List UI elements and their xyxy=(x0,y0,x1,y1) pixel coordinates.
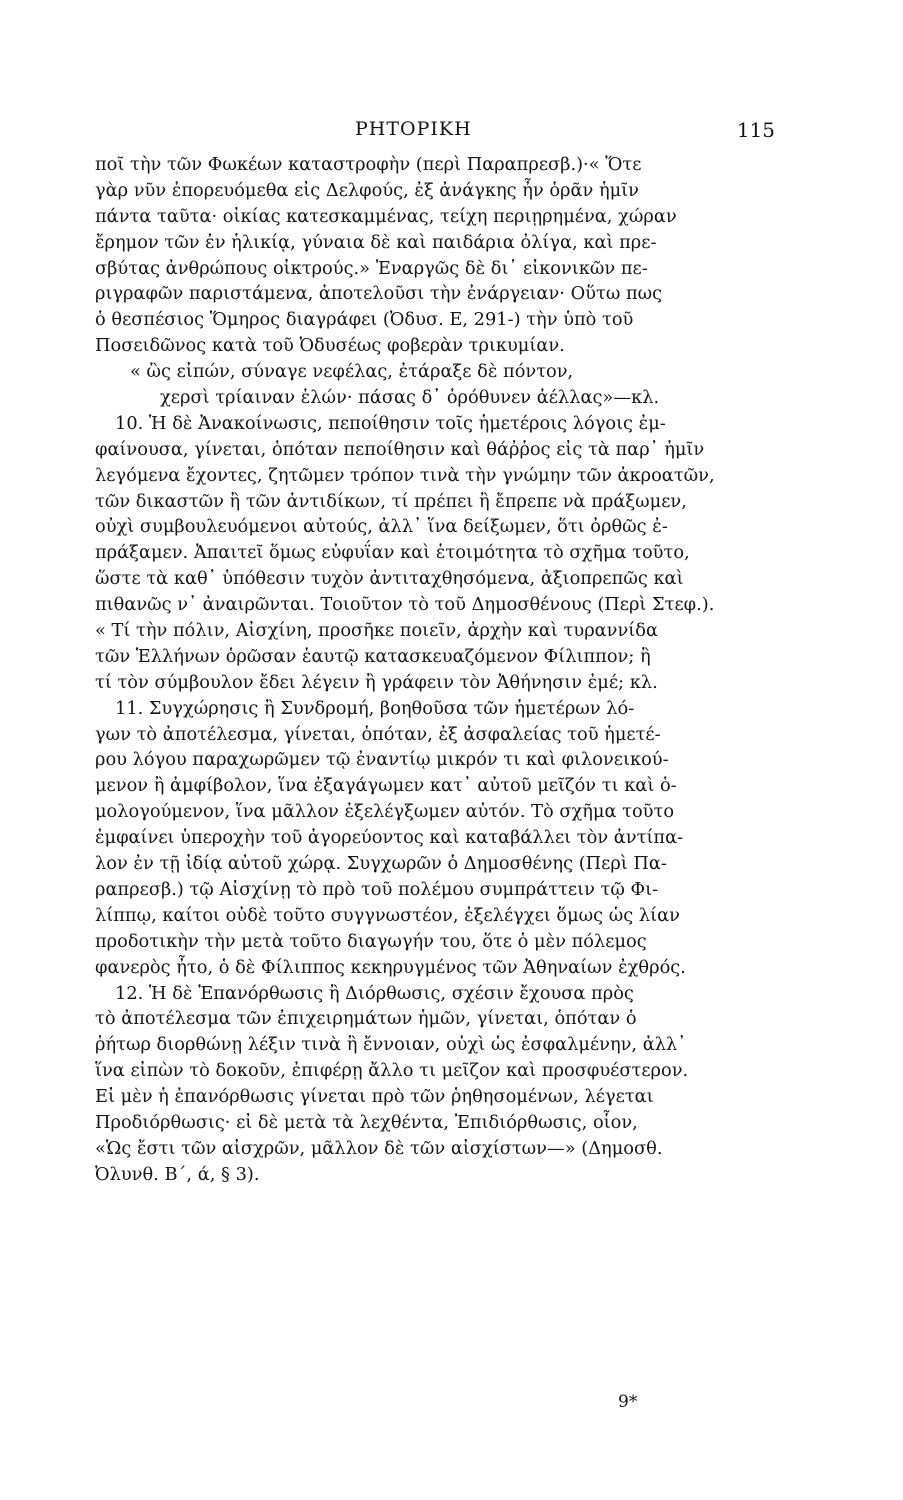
text-line: Ὀλυνθ. Β΄, ά, § 3). xyxy=(95,1163,260,1185)
text-line: ἔρημον τῶν ἐν ἡλικίᾳ, γύναια δὲ καὶ παιδάρια ὀλίγα, καὶ πρε- xyxy=(95,231,657,253)
section-11-heading-line: 11. Συγχώρησις ἢ Συνδρομή, βοηθοῦσα τῶν ἡμετέρων λό- xyxy=(115,697,635,719)
text-line: οὐχὶ συμβουλευόμενοι αὐτούς, ἀλλ᾽ ἵνα δείξωμεν, ὅτι ὀρθῶς ἐ- xyxy=(95,516,668,538)
page-number: 115 xyxy=(736,118,775,142)
text-line: «Ὡς ἔστι τῶν αἰσχρῶν, μᾶλλον δὲ τῶν αἰσχίστων—» (Δημοσθ. xyxy=(95,1137,663,1159)
text-line: ριγραφῶν παριστάμενα, ἀποτελοῦσι τὴν ἐνάργειαν· Οὕτω πως xyxy=(95,283,663,305)
text-line: Προδιόρθωσις· εἰ δὲ μετὰ τὰ λεχθέντα, Ἐπιδιόρθωσις, οἷον, xyxy=(95,1111,638,1133)
text-line: μολογούμενον, ἵνα μᾶλλον ἐξελέγξωμεν αὐτόν. Τὸ σχῆμα τοῦτο xyxy=(95,801,675,823)
text-line: λον ἐν τῇ ἰδίᾳ αὐτοῦ χώρᾳ. Συγχωρῶν ὁ Δημοσθένης (Περὶ Πα- xyxy=(95,853,667,875)
text-line: ἵνα εἰπὼν τὸ δοκοῦν, ἐπιφέρῃ ἄλλο τι μεῖζον καὶ προσφυέστερον. xyxy=(95,1060,689,1082)
text-line: ρου λόγου παραχωρῶμεν τῷ ἐναντίῳ μικρόν τι καὶ φιλονεικού- xyxy=(95,749,669,771)
section-10-heading-line: 10. Ἡ δὲ Ἀνακοίνωσις, πεποίθησιν τοῖς ἡμετέροις λόγοις ἐμ- xyxy=(115,412,666,434)
text-line: πάντα ταῦτα· οἰκίας κατεσκαμμένας, τείχη περιῃρημένα, χώραν xyxy=(95,205,677,227)
text-line: μενον ἢ ἀμφίβολον, ἵνα ἐξαγάγωμεν κατ᾽ αὐτοῦ μεῖζόν τι καὶ ὁ- xyxy=(95,775,677,797)
quote-line: « ὣς εἰπών, σύναγε νεφέλας, ἐτάραξε δὲ πόντον, xyxy=(130,361,574,383)
running-title: ΡΗΤΟΡΙΚΗ xyxy=(355,118,472,140)
text-line: ποῖ τὴν τῶν Φωκέων καταστροφὴν (περὶ Παραπρεσβ.)·« Ὅτε xyxy=(95,154,642,175)
quote-line: τί τὸν σύμβουλον ἔδει λέγειν ἢ γράφειν τὸν Ἀθήνησιν ἐμέ; κλ. xyxy=(95,671,658,693)
text-line: ὁ θεσπέσιος Ὅμηρος διαγράφει (Ὀδυσ. Ε, 291-) τὴν ὑπὸ τοῦ xyxy=(95,309,634,331)
section-12-heading-line: 12. Ἡ δὲ Ἐπανόρθωσις ἢ Διόρθωσις, σχέσιν ἔχουσα πρὸς xyxy=(115,982,634,1004)
text-line: σβύτας ἀνθρώπους οἰκτρούς.» Ἐναργῶς δὲ δι᾽ εἰκονικῶν πε- xyxy=(95,257,648,279)
text-line: ὥστε τὰ καθ᾽ ὑπόθεσιν τυχὸν ἀντιταχθησόμενα, ἀξιοπρεπῶς καὶ xyxy=(95,568,684,590)
text-line: πράξαμεν. Ἀπαιτεῖ ὅμως εὐφυΐαν καὶ ἑτοιμότητα τὸ σχῆμα τοῦτο, xyxy=(95,542,690,564)
text-line: φαίνουσα, γίνεται, ὁπόταν πεποίθησιν καὶ θάῤῥος εἰς τὰ παρ᾽ ἡμῖν xyxy=(95,438,705,460)
text-line: τῶν δικαστῶν ἢ τῶν ἀντιδίκων, τί πρέπει ἢ ἔπρεπε νὰ πράξωμεν, xyxy=(95,490,687,512)
text-line: γων τὸ ἀποτέλεσμα, γίνεται, ὁπόταν, ἐξ ἀσφαλείας τοῦ ἡμετέ- xyxy=(95,723,661,745)
text-line: γὰρ νῦν ἐπορευόμεθα εἰς Δελφούς, ἐξ ἀνάγκης ἦν ὁρᾶν ἡμῖν xyxy=(95,179,639,201)
text-line: τὸ ἀποτέλεσμα τῶν ἐπιχειρημάτων ἡμῶν, γίνεται, ὁπόταν ὁ xyxy=(95,1008,637,1030)
printer-signature-mark: 9* xyxy=(618,1392,638,1412)
text-line: ραπρεσβ.) τῷ Αἰσχίνῃ τὸ πρὸ τοῦ πολέμου συμπράττειν τῷ Φι- xyxy=(95,878,659,900)
text-line: λίππῳ, καίτοι οὐδὲ τοῦτο συγγνωστέον, ἐξελέγχει ὅμως ὡς λίαν xyxy=(95,904,680,926)
text-line: Ποσειδῶνος κατὰ τοῦ Ὀδυσέως φοβερὰν τρικυμίαν. xyxy=(95,335,565,357)
text-line: Εἰ μὲν ἡ ἐπανόρθωσις γίνεται πρὸ τῶν ῥηθησομένων, λέγεται xyxy=(95,1086,654,1108)
text-line: φανερὸς ἦτο, ὁ δὲ Φίλιππος κεκηρυγμένος τῶν Ἀθηναίων ἐχθρός. xyxy=(95,956,686,978)
text-line: προδοτικὴν τὴν μετὰ τοῦτο διαγωγήν του, ὅτε ὁ μὲν πόλεμος xyxy=(95,930,647,952)
quote-line: τῶν Ἑλλήνων ὁρῶσαν ἑαυτῷ κατασκευαζόμενον Φίλιππον; ἢ xyxy=(95,645,651,667)
quote-line: χερσὶ τρίαιναν ἑλών· πάσας δ᾽ ὀρόθυνεν ἀέλλας»—κλ. xyxy=(160,387,660,409)
text-line: ῥήτωρ διορθώνῃ λέξιν τινὰ ἢ ἔννοιαν, οὐχὶ ὡς ἐσφαλμένην, ἀλλ᾽ xyxy=(95,1034,687,1056)
text-line: ἐμφαίνει ὑπεροχὴν τοῦ ἀγορεύοντος καὶ καταβάλλει τὸν ἀντίπα- xyxy=(95,827,684,849)
body-text xyxy=(95,152,775,1188)
text-line: λεγόμενα ἔχοντες, ζητῶμεν τρόπον τινὰ τὴν γνώμην τῶν ἀκροατῶν, xyxy=(95,464,715,486)
quote-line: « Τί τὴν πόλιν, Αἰσχίνη, προσῆκε ποιεῖν, ἀρχὴν καὶ τυραννίδα xyxy=(95,620,658,642)
text-line: πιθανῶς ν᾽ ἀναιρῶνται. Τοιοῦτον τὸ τοῦ Δημοσθένους (Περὶ Στεφ.). xyxy=(95,594,715,616)
